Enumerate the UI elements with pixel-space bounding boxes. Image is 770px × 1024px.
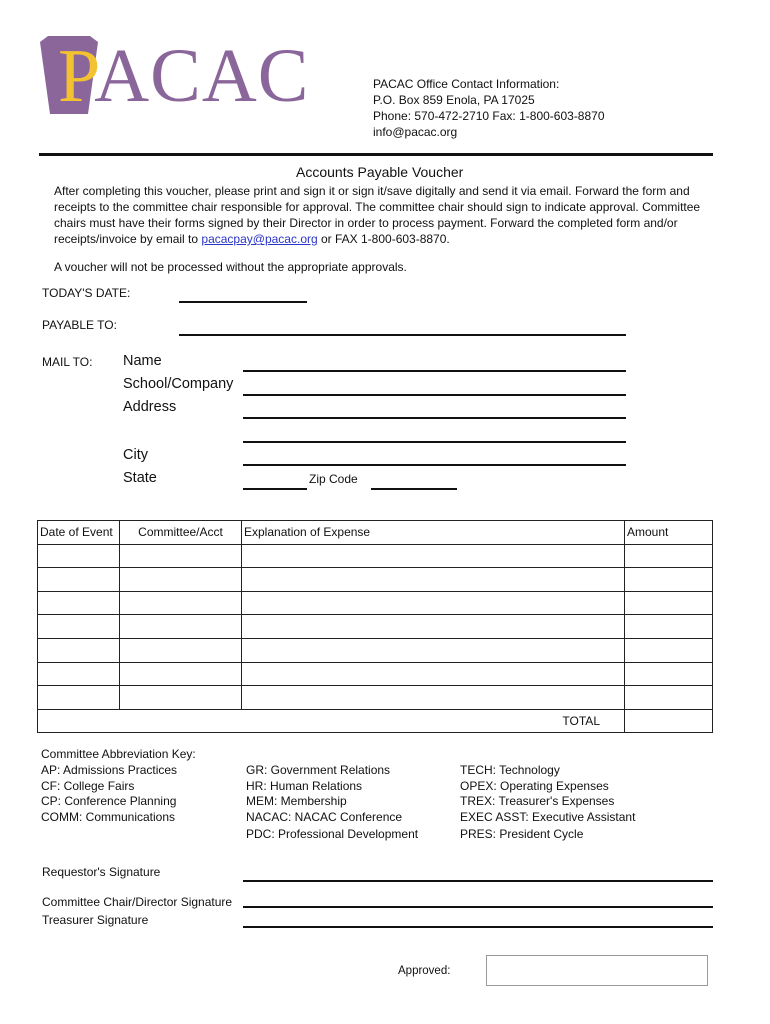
amount-cell[interactable] bbox=[625, 686, 713, 710]
date-cell[interactable] bbox=[38, 662, 120, 686]
instructions-line-2: receipts to the committee chair responsible for approval. The committee chair should sign to indicate approval. Committee bbox=[54, 200, 701, 214]
contact-info bbox=[373, 76, 605, 140]
committee-cell[interactable] bbox=[120, 591, 242, 615]
instructions-line-1: After completing this voucher, please print and sign it or sign it/save digitally and send it via email. Forward the form and bbox=[54, 184, 690, 198]
key-item: EXEC ASST: Executive Assistant bbox=[460, 809, 636, 824]
todays-date-label: TODAY'S DATE: bbox=[42, 286, 131, 300]
key-item: PRES: President Cycle bbox=[460, 827, 584, 841]
approved-label: Approved: bbox=[398, 965, 451, 977]
treasurer-signature-label: Treasurer Signature bbox=[42, 913, 149, 927]
explanation-cell[interactable] bbox=[242, 615, 625, 639]
total-row bbox=[38, 709, 713, 733]
state-label: State bbox=[123, 470, 157, 486]
date-cell[interactable] bbox=[38, 615, 120, 639]
address-field-1[interactable] bbox=[243, 417, 626, 419]
amount-cell[interactable] bbox=[625, 638, 713, 662]
zip-code-field[interactable] bbox=[371, 488, 457, 490]
table-row bbox=[38, 638, 713, 662]
header-committee-acct: Committee/Acct bbox=[120, 521, 242, 545]
expense-table bbox=[37, 520, 713, 733]
contact-phone: Phone: 570-472-2710 Fax: 1-800-603-8870 bbox=[373, 109, 605, 123]
mail-to-label: MAIL TO: bbox=[42, 355, 93, 369]
committee-cell[interactable] bbox=[120, 568, 242, 592]
instructions-line-3: chairs must have their forms signed by their Director in order to process payment. Forward the completed form and/or bbox=[54, 216, 678, 230]
page-title: Accounts Payable Voucher bbox=[296, 164, 464, 180]
key-item: TECH: Technology bbox=[460, 763, 560, 777]
approved-field[interactable] bbox=[486, 955, 708, 986]
requestor-signature-label: Requestor's Signature bbox=[42, 865, 161, 879]
name-label: Name bbox=[123, 353, 162, 369]
date-cell[interactable] bbox=[38, 544, 120, 568]
treasurer-signature-field[interactable] bbox=[243, 926, 713, 928]
committee-cell[interactable] bbox=[120, 662, 242, 686]
header-divider bbox=[39, 153, 713, 156]
explanation-cell[interactable] bbox=[242, 686, 625, 710]
amount-cell[interactable] bbox=[625, 591, 713, 615]
table-row bbox=[38, 568, 713, 592]
explanation-cell[interactable] bbox=[242, 591, 625, 615]
instructions-line-4 bbox=[54, 231, 744, 247]
amount-cell[interactable] bbox=[625, 544, 713, 568]
requestor-signature-field[interactable] bbox=[243, 880, 713, 882]
logo-text: PACAC bbox=[58, 34, 310, 118]
zip-code-label: Zip Code bbox=[309, 472, 358, 486]
explanation-cell[interactable] bbox=[242, 544, 625, 568]
committee-cell[interactable] bbox=[120, 615, 242, 639]
table-row bbox=[38, 544, 713, 568]
explanation-cell[interactable] bbox=[242, 638, 625, 662]
address-label: Address bbox=[123, 399, 177, 415]
payable-to-label: PAYABLE TO: bbox=[42, 318, 117, 332]
table-row bbox=[38, 662, 713, 686]
key-item: NACAC: NACAC Conference bbox=[246, 809, 403, 824]
explanation-cell[interactable] bbox=[242, 568, 625, 592]
key-item: OPEX: Operating Expenses bbox=[460, 778, 609, 793]
date-cell[interactable] bbox=[38, 638, 120, 662]
amount-cell[interactable] bbox=[625, 662, 713, 686]
instructions-line-4-suffix: or FAX 1-800-603-8870. bbox=[317, 232, 450, 246]
pacac-logo bbox=[38, 36, 348, 116]
todays-date-field[interactable] bbox=[179, 301, 307, 303]
name-field[interactable] bbox=[243, 370, 626, 372]
school-company-field[interactable] bbox=[243, 394, 626, 396]
header-date-of-event: Date of Event bbox=[38, 521, 120, 545]
instructions bbox=[54, 183, 744, 247]
city-field[interactable] bbox=[243, 464, 626, 466]
key-item: CP: Conference Planning bbox=[41, 794, 177, 808]
chair-signature-field[interactable] bbox=[243, 906, 713, 908]
key-heading: Committee Abbreviation Key: bbox=[41, 747, 196, 761]
contact-email: info@pacac.org bbox=[373, 125, 458, 139]
key-item: TREX: Treasurer's Expenses bbox=[460, 794, 615, 808]
table-row bbox=[38, 615, 713, 639]
approval-warning: A voucher will not be processed without the appropriate approvals. bbox=[54, 260, 407, 274]
instructions-line-4-prefix: receipts/invoice by email to bbox=[54, 232, 202, 246]
key-column-2 bbox=[246, 763, 418, 843]
header-amount: Amount bbox=[625, 521, 713, 545]
explanation-cell[interactable] bbox=[242, 662, 625, 686]
key-item: GR: Government Relations bbox=[246, 763, 391, 777]
key-column-3 bbox=[460, 763, 635, 843]
table-row bbox=[38, 591, 713, 615]
total-label: TOTAL bbox=[38, 709, 625, 733]
table-row bbox=[38, 686, 713, 710]
key-item: MEM: Membership bbox=[246, 794, 347, 808]
table-header-row bbox=[38, 521, 713, 545]
key-item: PDC: Professional Development bbox=[246, 827, 419, 841]
address-field-2[interactable] bbox=[243, 441, 626, 443]
payable-to-field[interactable] bbox=[179, 334, 626, 336]
school-company-label: School/Company bbox=[123, 376, 234, 392]
committee-cell[interactable] bbox=[120, 686, 242, 710]
date-cell[interactable] bbox=[38, 591, 120, 615]
contact-address: P.O. Box 859 Enola, PA 17025 bbox=[373, 93, 535, 107]
key-item: HR: Human Relations bbox=[246, 778, 363, 793]
key-item: AP: Admissions Practices bbox=[41, 763, 178, 777]
amount-cell[interactable] bbox=[625, 615, 713, 639]
committee-cell[interactable] bbox=[120, 544, 242, 568]
key-item: COMM: Communications bbox=[41, 809, 176, 824]
date-cell[interactable] bbox=[38, 686, 120, 710]
total-amount-cell[interactable] bbox=[625, 709, 713, 733]
amount-cell[interactable] bbox=[625, 568, 713, 592]
committee-cell[interactable] bbox=[120, 638, 242, 662]
header-explanation: Explanation of Expense bbox=[242, 521, 625, 545]
city-label: City bbox=[123, 447, 148, 463]
date-cell[interactable] bbox=[38, 568, 120, 592]
contact-heading: PACAC Office Contact Information: bbox=[373, 77, 560, 91]
chair-signature-label: Committee Chair/Director Signature bbox=[42, 895, 233, 909]
key-column-1 bbox=[41, 763, 177, 825]
email-link[interactable]: pacacpay@pacac.org bbox=[201, 232, 318, 246]
key-item: CF: College Fairs bbox=[41, 778, 135, 793]
state-field[interactable] bbox=[243, 488, 307, 490]
